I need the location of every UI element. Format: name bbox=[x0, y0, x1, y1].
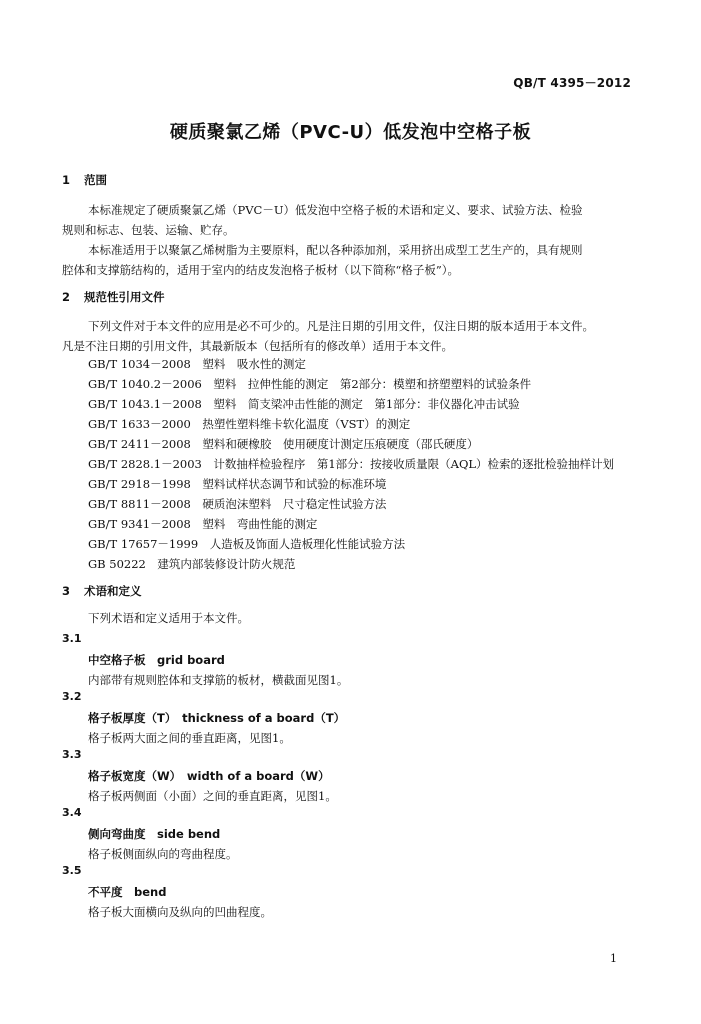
section-3-heading bbox=[62, 583, 142, 599]
term-definition: 格子板侧面纵向的弯曲程度。 bbox=[88, 847, 238, 861]
section-title: 规范性引用文件 bbox=[84, 290, 165, 304]
section-title: 范围 bbox=[84, 173, 107, 187]
section-1-heading bbox=[62, 172, 107, 188]
term-name: 侧向弯曲度 side bend bbox=[88, 827, 221, 841]
paragraph-line: 规则和标志、包装、运输、贮存。 bbox=[62, 223, 235, 237]
term-definition: 内部带有规则腔体和支撑筋的板材，横截面见图1。 bbox=[88, 673, 349, 687]
paragraph-line: 下列术语和定义适用于本文件。 bbox=[88, 611, 249, 625]
term-definition: 格子板两大面之间的垂直距离，见图1。 bbox=[88, 731, 291, 745]
section-2-intro bbox=[62, 316, 640, 356]
reference-list bbox=[88, 354, 614, 574]
reference-item: GB 50222 建筑内部装修设计防火规范 bbox=[88, 557, 296, 571]
reference-item: GB/T 1034－2008 塑料 吸水性的测定 bbox=[88, 357, 306, 371]
term-name: 中空格子板 grid board bbox=[88, 653, 225, 667]
term-name: 格子板厚度（T） thickness of a board（T） bbox=[88, 711, 346, 725]
reference-item: GB/T 2918－1998 塑料试样状态调节和试验的标准环境 bbox=[88, 477, 387, 491]
section-number: 1 bbox=[62, 173, 71, 187]
section-title: 术语和定义 bbox=[84, 584, 142, 598]
term-number: 3.2 bbox=[62, 690, 82, 703]
section-number: 3 bbox=[62, 584, 71, 598]
term-definition: 格子板两侧面（小面）之间的垂直距离，见图1。 bbox=[88, 789, 337, 803]
term-definition: 格子板大面横向及纵向的凹曲程度。 bbox=[88, 905, 272, 919]
reference-item: GB/T 1043.1－2008 塑料 简支梁冲击性能的测定 第1部分：非仪器化冲击试验 bbox=[88, 397, 520, 411]
reference-item: GB/T 2411－2008 塑料和硬橡胶 使用硬度计测定压痕硬度（邵氏硬度） bbox=[88, 437, 479, 451]
section-3-intro bbox=[62, 608, 640, 628]
section-2-heading bbox=[62, 289, 165, 305]
paragraph-line: 下列文件对于本文件的应用是必不可少的。凡是注日期的引用文件，仅注日期的版本适用于本文件。 bbox=[88, 319, 594, 333]
paragraph-line: 本标准规定了硬质聚氯乙烯（PVC－U）低发泡中空格子板的术语和定义、要求、试验方法、检验 bbox=[88, 203, 583, 217]
standard-code: QB/T 4395－2012 bbox=[513, 76, 631, 90]
document-title: 硬质聚氯乙烯（PVC-U）低发泡中空格子板 bbox=[169, 122, 532, 143]
page-number: 1 bbox=[610, 952, 617, 965]
reference-item: GB/T 8811－2008 硬质泡沫塑料 尺寸稳定性试验方法 bbox=[88, 497, 387, 511]
reference-item: GB/T 17657－1999 人造板及饰面人造板理化性能试验方法 bbox=[88, 537, 406, 551]
term-number: 3.1 bbox=[62, 632, 82, 645]
term-name: 不平度 bend bbox=[88, 885, 167, 899]
reference-item: GB/T 2828.1－2003 计数抽样检验程序 第1部分：按接收质量限（AQL）检索的逐批检验抽样计划 bbox=[88, 457, 615, 471]
term-number: 3.4 bbox=[62, 806, 82, 819]
term-number: 3.5 bbox=[62, 864, 82, 877]
section-1-body bbox=[62, 200, 640, 280]
term-number: 3.3 bbox=[62, 748, 82, 761]
paragraph-line: 腔体和支撑筋结构的，适用于室内的结皮发泡格子板材（以下简称“格子板”）。 bbox=[62, 263, 460, 277]
term-name: 格子板宽度（W） width of a board（W） bbox=[88, 769, 330, 783]
reference-item: GB/T 1040.2－2006 塑料 拉伸性能的测定 第2部分：模塑和挤塑塑料的试验条件 bbox=[88, 377, 532, 391]
paragraph-line: 本标准适用于以聚氯乙烯树脂为主要原料，配以各种添加剂，采用挤出成型工艺生产的，具有规则 bbox=[88, 243, 583, 257]
reference-item: GB/T 1633－2000 热塑性塑料维卡软化温度（VST）的测定 bbox=[88, 417, 411, 431]
section-number: 2 bbox=[62, 290, 71, 304]
paragraph-line: 凡是不注日期的引用文件，其最新版本（包括所有的修改单）适用于本文件。 bbox=[62, 339, 453, 353]
reference-item: GB/T 9341－2008 塑料 弯曲性能的测定 bbox=[88, 517, 318, 531]
